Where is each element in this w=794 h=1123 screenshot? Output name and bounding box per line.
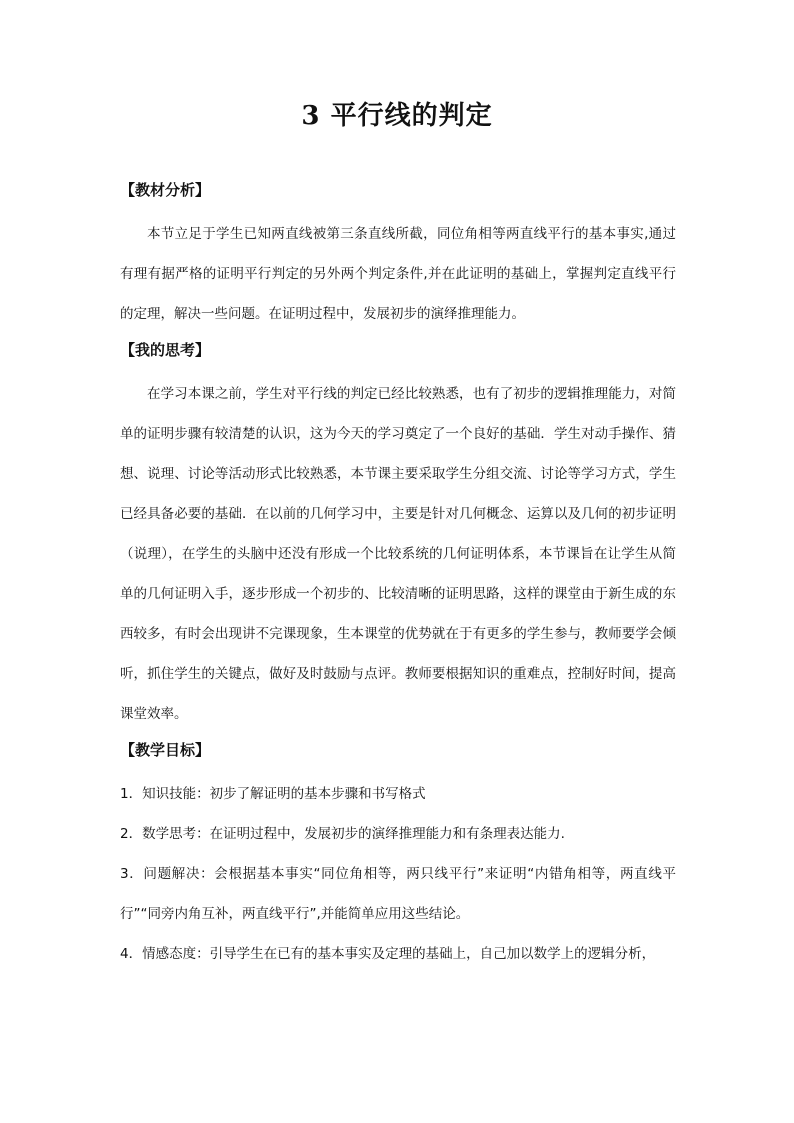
section-my-thoughts	[120, 336, 676, 734]
teaching-goal-item: 2．数学思考：在证明过程中，发展初步的演绎推理能力和有条理表达能力.	[120, 826, 565, 842]
teaching-goal-item: 1．知识技能：初步了解证明的基本步骤和书写格式	[120, 786, 426, 802]
section-teaching-goals	[120, 736, 676, 974]
textbook-analysis-paragraph: 本节立足于学生已知两直线被第三条直线所截，同位角相等两直线平行的基本事实,通过有理有据严格的证明平行判定的另外两个判定条件,并在此证明的基础上，掌握判定直线平行的定理，解决一些问题。在证明过程中，发展初步的演绎推理能力。	[120, 226, 676, 322]
teaching-goal-item: 4．情感态度：引导学生在已有的基本事实及定理的基础上，自己加以数学上的逻辑分析，	[120, 946, 656, 962]
document-body	[120, 176, 676, 974]
document-title: 3 平行线的判定	[301, 101, 493, 131]
teaching-goal-item: 3．问题解决：会根据基本事实“同位角相等，两只线平行”来证明“内错角相等，两直线平行”“同旁内角互补，两直线平行”,并能简单应用这些结论。	[120, 866, 676, 922]
section-heading-textbook-analysis: 【教材分析】	[120, 181, 211, 199]
section-textbook-analysis	[120, 176, 676, 334]
my-thoughts-paragraph: 在学习本课之前，学生对平行线的判定已经比较熟悉，也有了初步的逻辑推理能力，对简单的证明步骤有较清楚的认识，这为今天的学习奠定了一个良好的基础．学生对动手操作、猜想、说理、讨论等活动形式比较熟悉，本节课主要采取学生分组交流、讨论等学习方式，学生已经具备必要的基础．在以前的几何学习中，主要是针对几何概念、运算以及几何的初步证明（说理），在学生的头脑中还没有形成一个比较系统的几何证明体系，本节课旨在让学生从简单的几何证明入手，逐步形成一个初步的、比较清晰的证明思路，这样的课堂由于新生成的东西较多，有时会出现讲不完课现象，生本课堂的优势就在于有更多的学生参与，教师要学会倾听，抓住学生的关键点，做好及时鼓励与点评。教师要根据知识的重难点，控制好时间，提高课堂效率。	[120, 386, 676, 722]
section-heading-teaching-goals: 【教学目标】	[120, 741, 211, 759]
section-heading-my-thoughts: 【我的思考】	[120, 341, 211, 359]
